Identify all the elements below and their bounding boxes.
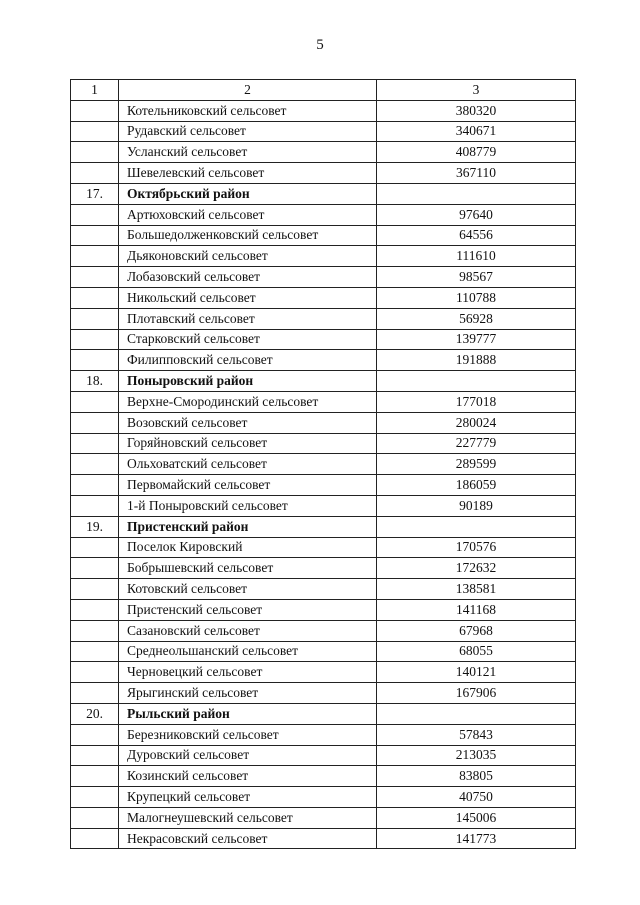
row-value: 227779 bbox=[377, 433, 576, 454]
row-number: 18. bbox=[71, 371, 119, 392]
row-name: Лобазовский сельсовет bbox=[119, 267, 377, 288]
row-value: 340671 bbox=[377, 121, 576, 142]
row-name: Поныровский район bbox=[119, 371, 377, 392]
row-value: 90189 bbox=[377, 495, 576, 516]
row-number bbox=[71, 412, 119, 433]
table-header-row bbox=[71, 80, 576, 101]
row-value: 67968 bbox=[377, 620, 576, 641]
table-row bbox=[71, 454, 576, 475]
row-number bbox=[71, 828, 119, 849]
row-name: Дуровский сельсовет bbox=[119, 745, 377, 766]
row-value: 139777 bbox=[377, 329, 576, 350]
row-number bbox=[71, 745, 119, 766]
table-row bbox=[71, 766, 576, 787]
row-value: 111610 bbox=[377, 246, 576, 267]
table-row bbox=[71, 100, 576, 121]
budget-table bbox=[70, 79, 576, 849]
row-name: Пристенский сельсовет bbox=[119, 599, 377, 620]
district-row bbox=[71, 516, 576, 537]
row-value: 145006 bbox=[377, 807, 576, 828]
row-name: Рудавский сельсовет bbox=[119, 121, 377, 142]
table-row bbox=[71, 807, 576, 828]
row-name: Среднеольшанский сельсовет bbox=[119, 641, 377, 662]
row-number bbox=[71, 121, 119, 142]
row-name: Крупецкий сельсовет bbox=[119, 787, 377, 808]
row-name: Пристенский район bbox=[119, 516, 377, 537]
row-value: 380320 bbox=[377, 100, 576, 121]
row-number: 17. bbox=[71, 183, 119, 204]
row-name: Котельниковский сельсовет bbox=[119, 100, 377, 121]
row-name: Артюховский сельсовет bbox=[119, 204, 377, 225]
district-row bbox=[71, 371, 576, 392]
row-value: 141168 bbox=[377, 599, 576, 620]
row-number bbox=[71, 433, 119, 454]
table-row bbox=[71, 246, 576, 267]
row-number bbox=[71, 807, 119, 828]
table-row bbox=[71, 204, 576, 225]
row-number bbox=[71, 724, 119, 745]
row-number bbox=[71, 475, 119, 496]
table-row bbox=[71, 641, 576, 662]
row-number bbox=[71, 100, 119, 121]
row-number bbox=[71, 391, 119, 412]
row-name: Ольховатский сельсовет bbox=[119, 454, 377, 475]
table-row bbox=[71, 412, 576, 433]
header-col-3: 3 bbox=[377, 80, 576, 101]
table-row bbox=[71, 828, 576, 849]
row-name: Октябрьский район bbox=[119, 183, 377, 204]
row-number bbox=[71, 163, 119, 184]
row-name: Малогнеушевский сельсовет bbox=[119, 807, 377, 828]
table-row bbox=[71, 142, 576, 163]
row-number bbox=[71, 350, 119, 371]
row-number bbox=[71, 558, 119, 579]
table-row bbox=[71, 475, 576, 496]
row-value: 177018 bbox=[377, 391, 576, 412]
row-value: 40750 bbox=[377, 787, 576, 808]
row-value bbox=[377, 183, 576, 204]
row-value: 97640 bbox=[377, 204, 576, 225]
header-col-2: 2 bbox=[119, 80, 377, 101]
table-body bbox=[71, 80, 576, 849]
row-value: 64556 bbox=[377, 225, 576, 246]
row-name: Бобрышевский сельсовет bbox=[119, 558, 377, 579]
row-name: Березниковский сельсовет bbox=[119, 724, 377, 745]
table-row bbox=[71, 433, 576, 454]
table-row bbox=[71, 163, 576, 184]
row-name: Большедолженковский сельсовет bbox=[119, 225, 377, 246]
row-name: Черновецкий сельсовет bbox=[119, 662, 377, 683]
row-name: Возовский сельсовет bbox=[119, 412, 377, 433]
row-name: Горяйновский сельсовет bbox=[119, 433, 377, 454]
row-number bbox=[71, 620, 119, 641]
row-name: Некрасовский сельсовет bbox=[119, 828, 377, 849]
row-number: 20. bbox=[71, 703, 119, 724]
table-row bbox=[71, 787, 576, 808]
row-value: 408779 bbox=[377, 142, 576, 163]
table-row bbox=[71, 537, 576, 558]
table-row bbox=[71, 329, 576, 350]
page-number: 5 bbox=[316, 37, 324, 53]
row-name: Сазановский сельсовет bbox=[119, 620, 377, 641]
row-number bbox=[71, 537, 119, 558]
table-row bbox=[71, 225, 576, 246]
row-value bbox=[377, 703, 576, 724]
row-number bbox=[71, 287, 119, 308]
row-value: 57843 bbox=[377, 724, 576, 745]
table-row bbox=[71, 724, 576, 745]
row-value: 191888 bbox=[377, 350, 576, 371]
table-row bbox=[71, 308, 576, 329]
table-row bbox=[71, 683, 576, 704]
row-value: 110788 bbox=[377, 287, 576, 308]
row-name: Верхне-Смородинский сельсовет bbox=[119, 391, 377, 412]
table-row bbox=[71, 287, 576, 308]
row-number bbox=[71, 766, 119, 787]
row-value: 167906 bbox=[377, 683, 576, 704]
row-value: 280024 bbox=[377, 412, 576, 433]
row-number bbox=[71, 225, 119, 246]
district-row bbox=[71, 183, 576, 204]
row-name: Козинский сельсовет bbox=[119, 766, 377, 787]
row-number bbox=[71, 308, 119, 329]
row-name: 1-й Поныровский сельсовет bbox=[119, 495, 377, 516]
table-row bbox=[71, 579, 576, 600]
row-value: 172632 bbox=[377, 558, 576, 579]
table-row bbox=[71, 620, 576, 641]
table-row bbox=[71, 599, 576, 620]
table-row bbox=[71, 350, 576, 371]
row-value: 140121 bbox=[377, 662, 576, 683]
row-name: Старковский сельсовет bbox=[119, 329, 377, 350]
row-number bbox=[71, 683, 119, 704]
row-number bbox=[71, 267, 119, 288]
row-name: Плотавский сельсовет bbox=[119, 308, 377, 329]
row-number bbox=[71, 204, 119, 225]
row-number bbox=[71, 662, 119, 683]
row-number bbox=[71, 142, 119, 163]
row-value: 213035 bbox=[377, 745, 576, 766]
row-value: 170576 bbox=[377, 537, 576, 558]
row-name: Усланский сельсовет bbox=[119, 142, 377, 163]
row-number bbox=[71, 329, 119, 350]
row-number bbox=[71, 495, 119, 516]
table-row bbox=[71, 495, 576, 516]
row-value: 289599 bbox=[377, 454, 576, 475]
row-value bbox=[377, 516, 576, 537]
row-value: 56928 bbox=[377, 308, 576, 329]
table-row bbox=[71, 558, 576, 579]
district-row bbox=[71, 703, 576, 724]
row-value: 98567 bbox=[377, 267, 576, 288]
table-row bbox=[71, 391, 576, 412]
row-name: Котовский сельсовет bbox=[119, 579, 377, 600]
row-name: Рыльский район bbox=[119, 703, 377, 724]
row-number: 19. bbox=[71, 516, 119, 537]
table-row bbox=[71, 662, 576, 683]
row-name: Поселок Кировский bbox=[119, 537, 377, 558]
row-value: 138581 bbox=[377, 579, 576, 600]
row-value: 141773 bbox=[377, 828, 576, 849]
row-name: Шевелевский сельсовет bbox=[119, 163, 377, 184]
row-value: 83805 bbox=[377, 766, 576, 787]
row-value bbox=[377, 371, 576, 392]
row-name: Дьяконовский сельсовет bbox=[119, 246, 377, 267]
row-name: Филипповский сельсовет bbox=[119, 350, 377, 371]
row-value: 367110 bbox=[377, 163, 576, 184]
row-number bbox=[71, 787, 119, 808]
row-value: 68055 bbox=[377, 641, 576, 662]
row-value: 186059 bbox=[377, 475, 576, 496]
row-name: Ярыгинский сельсовет bbox=[119, 683, 377, 704]
row-name: Первомайский сельсовет bbox=[119, 475, 377, 496]
row-number bbox=[71, 641, 119, 662]
header-col-1: 1 bbox=[71, 80, 119, 101]
row-number bbox=[71, 579, 119, 600]
row-name: Никольский сельсовет bbox=[119, 287, 377, 308]
table-row bbox=[71, 267, 576, 288]
row-number bbox=[71, 246, 119, 267]
row-number bbox=[71, 599, 119, 620]
row-number bbox=[71, 454, 119, 475]
table-row bbox=[71, 121, 576, 142]
table-row bbox=[71, 745, 576, 766]
